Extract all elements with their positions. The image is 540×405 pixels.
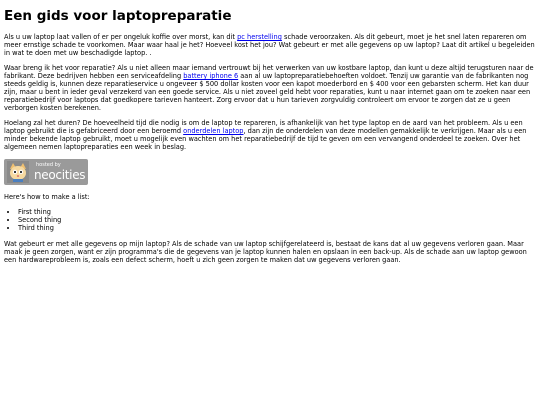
page-title: Een gids voor laptopreparatie [4,8,232,24]
paragraph-text: aan al uw laptopreparatiebehoeften voldoet. Tenzij uw garantie van de fabrikanten nog steeds geldig is, kunnen deze reparatieservice u ongeveer $ 500 dollar kosten voor een kapot moederbord en $ 400 voor een gebarsten scherm. Het kan duur zijn, maar u bent in ieder geval verzekerd van een goede service. Als u niet zoveel geld hebt voor reparaties, kunt u naar internet gaan om te zoeken naar een reparatiebedrijf voor laptops dat goedkopere tarieven hanteert. Zorg ervoor dat u hun tarieven zorgvuldig controleert om ervoor te zorgen dat ze u geen verborgen kosten berekenen. [4,72,531,112]
link-onderdelen-laptop[interactable]: onderdelen laptop [183,127,244,135]
list-intro: Here's how to make a list: [4,193,90,201]
neocities-cat-logo-icon [7,161,29,183]
neocities-badge[interactable] [4,159,88,185]
list-item: • First thing [18,208,536,216]
paragraph-data: Wat gebeurt er met alle gegevens op mijn laptop? Als de schade van uw laptop schijfgerelateerd is, bestaat de kans dat al uw gegevens verloren gaan. Maar maak je geen zorgen, want er zijn programma's die de gegevens van je laptop kunnen halen en opslaan in een back-up. Als de schade aan uw laptop gewoon een hardwareprobleem is, zoals een defect scherm, hoeft u zich geen zorgen te maken dat uw gegevens verloren gaan. [4,240,527,264]
paragraph-text: schade veroorzaken. Als dit gebeurt, moet je het snel laten repareren om meer ernstige schade te voorkomen. Maar waar haal je het? Hoeveel kost het jou? Wat gebeurt er met alle gegevens op uw laptop? Laat dit artikel u begeleiden in wat te doen met uw beschadigde laptop. . [4,33,535,57]
link-battery-iphone-6[interactable]: battery iphone 6 [183,72,239,80]
list-item: • Third thing [18,224,536,232]
paragraph-text: Als u uw laptop laat vallen of er per ongeluk koffie over morst, kan dit [4,33,238,41]
paragraph-intro [4,33,536,57]
paragraph-text: Hoelang zal het duren? De hoeveelheid tijd die nodig is om de laptop te repareren, is afhankelijk van het type laptop en de aard van het probleem. Als u een laptop gebruikt die is gefabriceerd door een beroemd [4,119,523,135]
paragraph-text: Waar breng ik het voor reparatie? Als u niet alleen maar iemand vertrouwt bij het verwerken van uw kostbare laptop, dan kunt u deze altijd terugsturen naar de fabrikant. Deze bedrijven hebben een serviceafdeling [4,64,534,80]
paragraph-repair-time [4,119,536,151]
paragraph-text: , dan zijn de onderdelen van deze modellen gemakkelijk te verkrijgen. Maar als u een minder bekende laptop gebruikt, moet u mogelijk even wachten om het reparatiebedrijf de tijd te geven om een vervangend onderdeel te zoeken. Over het algemeen nemen laptopreparaties een week in beslag. [4,127,527,151]
bullet-list [4,208,536,232]
badge-hosted-by: hosted by [36,162,61,168]
link-pc-herstelling[interactable]: pc herstelling [237,33,282,41]
list-item: • Second thing [18,216,536,224]
paragraph-repair-where [4,64,536,112]
badge-brand: neocities [34,168,86,182]
